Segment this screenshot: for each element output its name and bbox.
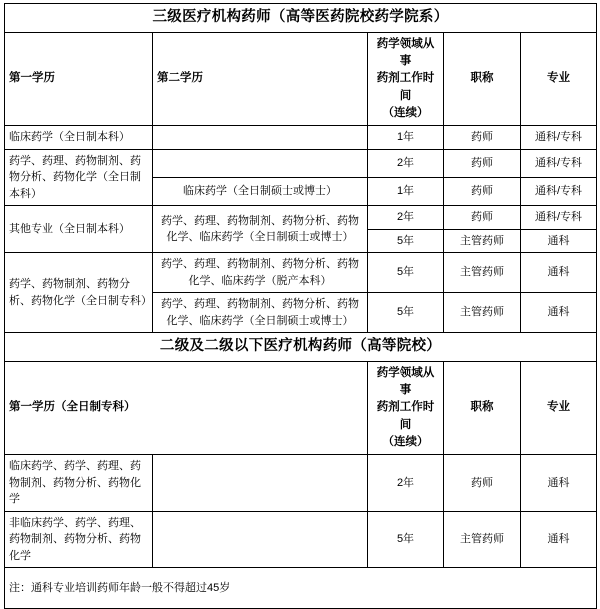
section1-title-row [5,4,597,33]
header-work-duration-line3: （连续） [382,106,429,119]
row1-specialty: 通科/专科 [521,126,597,150]
qualification-table [4,3,597,609]
row5-specialty: 通科 [521,229,597,253]
s2-row2-rank: 主管药师 [444,511,521,568]
section1-header-row [5,32,597,125]
row7-specialty: 通科 [521,293,597,333]
row2-rank: 药师 [444,149,521,177]
table-row [5,149,597,177]
row5-rank: 主管药师 [444,229,521,253]
footnote: 注：通科专业培训药师年龄一般不得超过45岁 [5,568,597,609]
header-work-duration-line1: 药学领域从事 [376,37,435,67]
section2-title: 二级及二级以下医疗机构药师（高等院校） [5,333,597,362]
note-row [5,568,597,609]
row5-duration: 5年 [368,229,444,253]
row7-second-degree: 药学、药理、药物制剂、药物分析、药物化学、临床药学（全日制硕士或博士） [153,293,368,333]
section2-header-first-degree: 第一学历（全日制专科） [5,361,368,454]
table-row [5,455,597,512]
table-row [5,253,597,293]
row3-second-degree: 临床药学（全日制硕士或博士） [153,177,368,205]
row3-specialty: 通科/专科 [521,177,597,205]
section2-header-row [5,361,597,454]
s2-row1-second-degree [153,455,368,512]
row4-second-degree: 药学、药理、药物制剂、药物分析、药物化学、临床药学（全日制硕士或博士） [153,206,368,253]
row2-specialty: 通科/专科 [521,149,597,177]
section2-header-work-duration-line3: （连续） [382,435,429,448]
row3-rank: 药师 [444,177,521,205]
section2-title-row [5,333,597,362]
header-work-duration [368,32,444,125]
row4-duration: 2年 [368,206,444,230]
row7-duration: 5年 [368,293,444,333]
row2-duration: 2年 [368,149,444,177]
row2-second-degree [153,149,368,177]
row6-specialty: 通科 [521,253,597,293]
row7-rank: 主管药师 [444,293,521,333]
row4-rank: 药师 [444,206,521,230]
table-row [5,511,597,568]
s2-row2-second-degree [153,511,368,568]
section2-header-specialty: 专业 [521,361,597,454]
row6-second-degree: 药学、药理、药物制剂、药物分析、药物化学、临床药学（脱产本科） [153,253,368,293]
row6-first-degree: 药学、药物制剂、药物分析、药物化学（全日制专科） [5,253,153,333]
header-specialty: 专业 [521,32,597,125]
s2-row1-first-degree: 临床药学、药学、药理、药物制剂、药物分析、药物化学 [5,455,153,512]
s2-row1-duration: 2年 [368,455,444,512]
header-second-degree: 第二学历 [153,32,368,125]
row1-second-degree [153,126,368,150]
row2-first-degree: 药学、药理、药物制剂、药物分析、药物化学（全日制本科） [5,149,153,206]
row6-rank: 主管药师 [444,253,521,293]
s2-row2-first-degree: 非临床药学、药学、药理、药物制剂、药物分析、药物化学 [5,511,153,568]
row1-first-degree: 临床药学（全日制本科） [5,126,153,150]
row3-duration: 1年 [368,177,444,205]
section2-header-work-duration [368,361,444,454]
section2-header-work-duration-line1: 药学领域从事 [376,366,435,396]
s2-row1-rank: 药师 [444,455,521,512]
row1-rank: 药师 [444,126,521,150]
header-work-duration-line2: 药剂工作时间 [376,72,435,102]
table-row [5,206,597,230]
table-row [5,126,597,150]
section2-header-title-rank: 职称 [444,361,521,454]
row4-first-degree: 其他专业（全日制本科） [5,206,153,253]
s2-row2-duration: 5年 [368,511,444,568]
row6-duration: 5年 [368,253,444,293]
s2-row1-specialty: 通科 [521,455,597,512]
row1-duration: 1年 [368,126,444,150]
row4-specialty: 通科/专科 [521,206,597,230]
header-title-rank: 职称 [444,32,521,125]
section2-header-work-duration-line2: 药剂工作时间 [376,401,435,431]
header-first-degree: 第一学历 [5,32,153,125]
s2-row2-specialty: 通科 [521,511,597,568]
section1-title: 三级医疗机构药师（高等医药院校药学院系） [5,4,597,33]
